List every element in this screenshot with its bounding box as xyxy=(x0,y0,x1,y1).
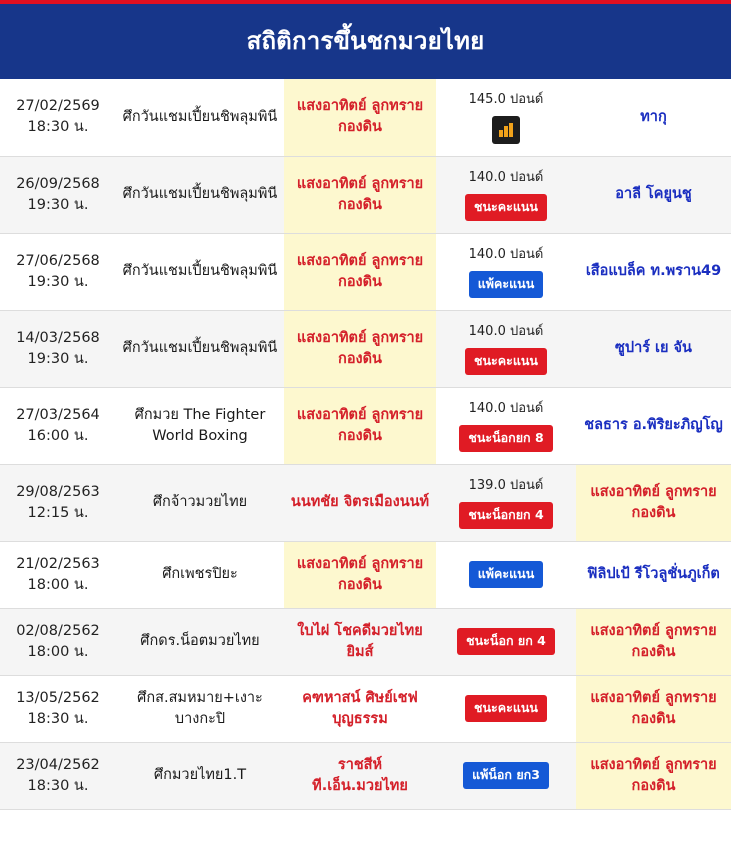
fighter-name[interactable]: นนทชัย จิตรเมืองนนท์ xyxy=(290,494,430,511)
fight-weight: 140.0 ปอนด์ xyxy=(468,246,544,262)
table-row xyxy=(0,742,731,809)
status-badge: ชนะน็อกยก 4 xyxy=(459,502,552,529)
fight-result-cell xyxy=(436,541,576,608)
fight-time: 16:00 น. xyxy=(27,427,89,444)
fight-result-cell xyxy=(436,387,576,464)
bar-chart-icon[interactable] xyxy=(492,116,520,144)
event-name: ศึกวันแชมเปี้ยนชิพลุมพินี xyxy=(122,263,278,280)
event-name: ศึกวันแชมเปี้ยนชิพลุมพินี xyxy=(122,186,278,203)
table-row xyxy=(0,541,731,608)
fight-date-cell xyxy=(0,387,116,464)
status-badge: แพ้น็อก ยก3 xyxy=(463,762,549,789)
fighter-name[interactable]: แสงอาทิตย์ ลูกทรายกองดิน xyxy=(284,387,436,464)
fight-weight: 140.0 ปอนด์ xyxy=(468,400,544,416)
fight-time: 18:30 น. xyxy=(27,119,89,136)
fight-result-cell xyxy=(436,156,576,233)
status-badge: แพ้คะแนน xyxy=(469,561,544,588)
table-row xyxy=(0,464,731,541)
table-row xyxy=(0,310,731,387)
fight-time: 19:30 น. xyxy=(27,273,89,290)
event-name: ศึกดร.น็อตมวยไทย xyxy=(140,633,260,650)
fight-result-cell xyxy=(436,608,576,675)
fight-date: 26/09/2568 xyxy=(16,175,100,192)
status-badge: ชนะน็อกยก 8 xyxy=(459,425,552,452)
table-row xyxy=(0,675,731,742)
event-name: ศึกเพชรปิยะ xyxy=(162,566,238,583)
event-name: ศึกวันแชมเปี้ยนชิพลุมพินี xyxy=(122,340,278,357)
status-badge: ชนะคะแนน xyxy=(465,695,547,722)
fight-result-cell xyxy=(436,233,576,310)
fight-time: 18:00 น. xyxy=(27,643,89,660)
fight-date: 27/06/2568 xyxy=(16,252,100,269)
opponent-name[interactable]: อาลี โคยูนชู xyxy=(615,186,692,203)
fight-result-cell xyxy=(436,675,576,742)
fight-date-cell xyxy=(0,79,116,156)
fight-date-cell xyxy=(0,464,116,541)
fighter-name[interactable]: คฑหาสน์ ศิษย์เชฟบุญธรรม xyxy=(302,689,418,727)
fight-history-body xyxy=(0,79,731,809)
table-row xyxy=(0,387,731,464)
fighter-name[interactable]: แสงอาทิตย์ ลูกทรายกองดิน xyxy=(284,156,436,233)
opponent-name[interactable]: ทากุ xyxy=(640,108,667,125)
status-badge: ชนะคะแนน xyxy=(465,194,547,221)
opponent-name[interactable]: แสงอาทิตย์ ลูกทรายกองดิน xyxy=(576,742,731,809)
fight-date-cell xyxy=(0,233,116,310)
fight-date: 23/04/2562 xyxy=(16,756,100,773)
fight-time: 12:15 น. xyxy=(27,504,89,521)
fight-date-cell xyxy=(0,675,116,742)
event-name: ศึกจ้าวมวยไทย xyxy=(152,494,248,511)
fight-result-cell xyxy=(436,464,576,541)
event-name: ศึกวันแชมเปี้ยนชิพลุมพินี xyxy=(122,108,278,125)
opponent-name[interactable]: ซูปาร์ เย จัน xyxy=(615,340,692,357)
fight-date: 27/03/2564 xyxy=(16,406,100,423)
fighter-name[interactable]: ราชสีห์ ที.เอ็น.มวยไทย xyxy=(312,756,408,794)
opponent-name[interactable]: ชลธาร อ.พิริยะภิญโญ xyxy=(584,417,723,434)
fight-time: 18:00 น. xyxy=(27,576,89,593)
fight-result-cell xyxy=(436,79,576,156)
fight-date: 14/03/2568 xyxy=(16,329,100,346)
table-row xyxy=(0,156,731,233)
fight-weight: 139.0 ปอนด์ xyxy=(468,477,544,493)
fight-date: 13/05/2562 xyxy=(16,689,100,706)
opponent-name[interactable]: เสือแบล็ค ท.พราน49 xyxy=(585,263,722,280)
fight-date-cell xyxy=(0,742,116,809)
opponent-name[interactable]: ฟิลิปเป้ รีโวลูชั่นภูเก็ต xyxy=(587,566,720,583)
fight-weight: 140.0 ปอนด์ xyxy=(468,169,544,185)
fight-time: 19:30 น. xyxy=(27,350,89,367)
fighter-name[interactable]: แสงอาทิตย์ ลูกทรายกองดิน xyxy=(284,310,436,387)
fight-date: 21/02/2563 xyxy=(16,555,100,572)
fight-date: 29/08/2563 xyxy=(16,483,100,500)
fight-date-cell xyxy=(0,541,116,608)
fight-result-cell xyxy=(436,742,576,809)
fight-result-cell xyxy=(436,310,576,387)
fighter-name[interactable]: แสงอาทิตย์ ลูกทรายกองดิน xyxy=(284,233,436,310)
table-row xyxy=(0,233,731,310)
page-title: สถิติการขึ้นชกมวยไทย xyxy=(0,4,731,79)
fight-weight: 145.0 ปอนด์ xyxy=(468,92,544,107)
fight-history-table xyxy=(0,79,731,810)
fight-time: 18:30 น. xyxy=(27,777,89,794)
fighter-name[interactable]: ใบไผ่ โชคดีมวยไทยยิมส์ xyxy=(297,622,423,660)
fight-date-cell xyxy=(0,156,116,233)
fighter-name[interactable]: แสงอาทิตย์ ลูกทรายกองดิน xyxy=(284,541,436,608)
table-row xyxy=(0,79,731,156)
opponent-name[interactable]: แสงอาทิตย์ ลูกทรายกองดิน xyxy=(576,464,731,541)
status-badge: ชนะน็อก ยก 4 xyxy=(457,628,555,655)
opponent-name[interactable]: แสงอาทิตย์ ลูกทรายกองดิน xyxy=(576,608,731,675)
fight-date: 02/08/2562 xyxy=(16,622,100,639)
event-name: ศึกมวยไทย1.T xyxy=(153,767,247,784)
opponent-name[interactable]: แสงอาทิตย์ ลูกทรายกองดิน xyxy=(576,675,731,742)
table-row xyxy=(0,608,731,675)
status-badge: ชนะคะแนน xyxy=(465,348,547,375)
fight-weight: 140.0 ปอนด์ xyxy=(468,323,544,339)
fight-date-cell xyxy=(0,608,116,675)
fight-time: 18:30 น. xyxy=(27,710,89,727)
event-name: ศึกมวย The Fighter World Boxing xyxy=(134,406,266,444)
status-badge: แพ้คะแนน xyxy=(469,271,544,298)
fight-date: 27/02/2569 xyxy=(16,98,100,115)
event-name: ศึกส.สมหมาย+เงาะบางกะปิ xyxy=(137,689,263,727)
fighter-name[interactable]: แสงอาทิตย์ ลูกทรายกองดิน xyxy=(284,79,436,156)
fight-time: 19:30 น. xyxy=(27,196,89,213)
fight-date-cell xyxy=(0,310,116,387)
